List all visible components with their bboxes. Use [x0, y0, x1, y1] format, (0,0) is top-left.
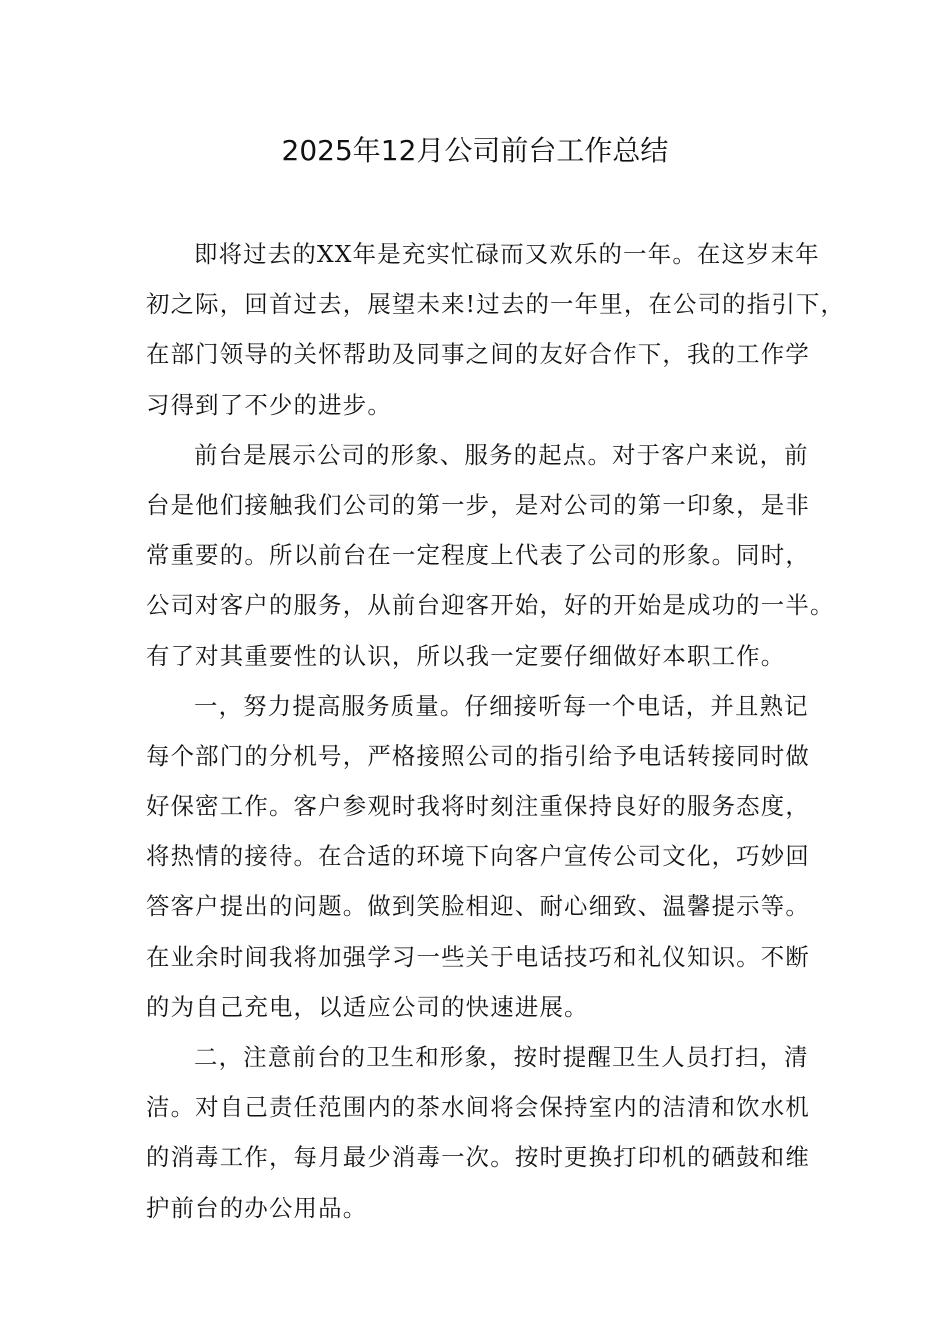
paragraph-line: 二，注意前台的卫生和形象，按时提醒卫生人员打扫，清: [194, 1043, 809, 1071]
paragraph-line: 一，努力提高服务质量。仔细接听每一个电话，并且熟记: [194, 691, 809, 720]
paragraph-line: 每个部门的分机号，严格接照公司的指引给予电话转接同时做: [146, 741, 810, 770]
paragraph-line: 在业余时间我将加强学习一些关于电话技巧和礼仪知识。不断: [146, 942, 810, 971]
paragraph-line: 洁。对自己责任范围内的茶水间将会保持室内的洁清和饮水机: [146, 1093, 810, 1122]
paragraph-line: 公司对客户的服务，从前台迎客开始，好的开始是成功的一半。: [146, 591, 835, 620]
paragraph-3: [146, 681, 811, 1032]
paragraph-line: 常重要的。所以前台在一定程度上代表了公司的形象。同时，: [146, 541, 810, 570]
document-body: [146, 229, 846, 1233]
paragraph-line: 习得到了不少的进步。: [146, 390, 392, 419]
paragraph-line: 好保密工作。客户参观时我将时刻注重保持良好的服务态度，: [146, 792, 810, 821]
paragraph-2: [146, 430, 835, 681]
paragraph-line: 有了对其重要性的认识，所以我一定要仔细做好本职工作。: [146, 641, 786, 670]
paragraph-line: 初之际，回首过去，展望未来!过去的一年里，在公司的指引下，: [146, 290, 846, 319]
paragraph-line: 即将过去的XX年是充实忙碌而又欢乐的一年。在这岁末年: [194, 240, 820, 268]
document-title: 2025年12月公司前台工作总结: [281, 134, 669, 167]
paragraph-line: 前台是展示公司的形象、服务的起点。对于客户来说，前: [194, 440, 809, 469]
paragraph-line: 台是他们接触我们公司的第一步，是对公司的第一印象，是非: [146, 490, 810, 519]
paragraph-line: 将热情的接待。在合适的环境下向客户宣传公司文化，巧妙回: [146, 842, 810, 871]
paragraph-line: 的消毒工作，每月最少消毒一次。按时更换打印机的硒鼓和维: [146, 1143, 810, 1172]
paragraph-4: [146, 1032, 811, 1233]
paragraph-line: 在部门领导的关怀帮助及同事之间的友好合作下，我的工作学: [146, 340, 810, 369]
paragraph-1: [146, 229, 846, 430]
paragraph-line: 答客户提出的问题。做到笑脸相迎、耐心细致、温馨提示等。: [146, 892, 810, 921]
paragraph-line: 的为自己充电，以适应公司的快速进展。: [146, 992, 589, 1021]
paragraph-line: 护前台的办公用品。: [146, 1193, 368, 1222]
